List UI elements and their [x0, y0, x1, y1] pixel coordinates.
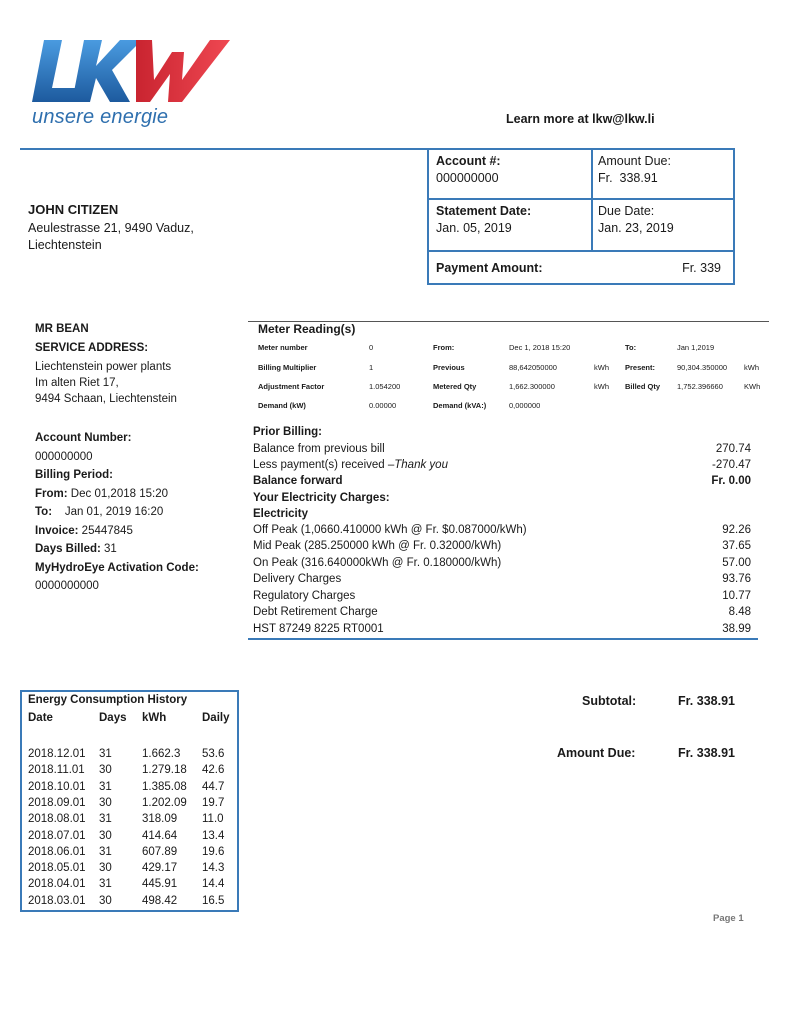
prior-billing-heading: Prior Billing: [253, 426, 322, 438]
customer-name: JOHN CITIZEN [28, 202, 119, 217]
box-divider [429, 250, 733, 252]
meter-value: 90,304.350000 [677, 363, 728, 372]
history-date: 2018.06.01 [28, 845, 86, 858]
history-header-days: Days [99, 712, 127, 724]
meter-label: To: [625, 343, 637, 352]
history-kwh: 1.662.3 [142, 748, 181, 760]
meter-label: Present: [625, 363, 656, 372]
history-daily: 42.6 [202, 764, 225, 777]
due-date-label: Due Date: [598, 204, 655, 218]
history-days: 31 [99, 780, 112, 793]
invoice [35, 522, 199, 541]
history-date: 2018.08.01 [28, 813, 86, 826]
charge-row [253, 441, 751, 457]
service-address-line: 9494 Schaan, Liechtenstein [35, 393, 177, 405]
charge-label: HST 87249 8225 RT0001 [253, 623, 384, 635]
amount-due-value: Fr. 338.91 [598, 171, 658, 185]
charges-divider [248, 638, 758, 640]
history-kwh: 1.202.09 [142, 796, 187, 809]
page-number: Page 1 [713, 913, 744, 924]
account-number-value: 000000000 [436, 171, 499, 185]
meter-label: Previous [433, 363, 465, 372]
charge-amount: 38.99 [722, 623, 751, 635]
account-number-label: Account Number: [35, 432, 132, 444]
your-charges-heading: Your Electricity Charges: [253, 492, 390, 504]
statement-date-label: Statement Date: [436, 204, 532, 218]
meter-unit: kWh [594, 363, 609, 372]
charge-amount: 270.74 [715, 443, 751, 455]
history-header-kwh: kWh [142, 712, 167, 724]
from-value: Dec 01,2018 15:20 [70, 487, 168, 500]
charges-block [253, 424, 751, 638]
history-kwh: 445.91 [142, 878, 178, 891]
meter-unit: KWh [744, 382, 761, 391]
meter-unit: kWh [594, 382, 609, 391]
history-header-date: Date [28, 712, 53, 724]
lkw-logo-mark [32, 36, 232, 106]
history-date: 2018.11.01 [28, 764, 85, 777]
days-billed-label: Days Billed: [35, 543, 101, 555]
charge-amount: 37.65 [722, 540, 751, 552]
charge-amount: 92.26 [722, 524, 751, 536]
history-daily: 11.0 [202, 813, 224, 826]
meter-table [258, 339, 768, 419]
meter-title: Meter Reading(s) [258, 322, 356, 336]
meter-label: Demand (kW) [258, 401, 306, 410]
history-daily: 14.4 [202, 878, 225, 891]
charge-row [253, 555, 751, 571]
account-number-value: 000000000 [35, 450, 93, 463]
box-divider [591, 150, 593, 250]
history-date: 2018.04.01 [28, 878, 86, 891]
history-kwh: 1.385.08 [142, 780, 187, 793]
to-value: Jan 01, 2019 16:20 [64, 506, 164, 518]
history-days: 31 [99, 813, 112, 826]
meter-value: Jan 1,2019 [677, 343, 715, 352]
account-info-block [35, 429, 199, 596]
meter-label: Metered Qty [433, 382, 477, 391]
thank-you-text: Thank you [394, 459, 448, 471]
charge-label: Less payment(s) received – [253, 459, 395, 471]
days-billed-value: 31 [104, 543, 117, 555]
history-date: 2018.05.01 [28, 862, 86, 875]
payment-amount-value: Fr. 339 [682, 261, 721, 275]
charge-amount: 93.76 [722, 573, 751, 585]
history-daily: 16.5 [202, 894, 225, 907]
logo-tagline: unsere energie [32, 106, 169, 128]
history-kwh: 607.89 [142, 845, 178, 858]
charge-label: Delivery Charges [253, 573, 342, 585]
meter-unit: kWh [744, 363, 759, 372]
charge-label: On Peak (316.640000kWh @ Fr. 0.180000/kWh) [253, 557, 502, 569]
charge-row [253, 538, 751, 554]
amount-due-total-label: Amount Due: [557, 746, 636, 760]
header-divider [20, 148, 428, 150]
history-days: 30 [99, 862, 112, 875]
charge-label: Mid Peak (285.250000 kWh @ Fr. 0.32000/kWh) [253, 540, 502, 552]
box-divider [429, 198, 733, 200]
charge-row [253, 604, 751, 620]
meter-value: 1 [369, 363, 374, 372]
history-header-daily: Daily [202, 712, 230, 724]
history-days: 30 [99, 894, 112, 907]
days-billed [35, 540, 199, 559]
to-label: To: [35, 506, 53, 518]
electricity-heading: Electricity [253, 508, 308, 520]
history-days: 31 [99, 878, 112, 891]
subtotal-value: Fr. 338.91 [678, 694, 735, 708]
history-date: 2018.10.01 [28, 780, 86, 793]
charge-label: Balance from previous bill [253, 443, 385, 455]
charge-row [253, 457, 751, 473]
invoice-label: Invoice: [35, 524, 79, 537]
charge-row [253, 571, 751, 587]
payment-amount-label: Payment Amount: [436, 261, 543, 275]
meter-value: 0.00000 [369, 401, 397, 410]
charge-amount: -270.47 [711, 459, 751, 471]
history-kwh: 429.17 [142, 862, 178, 875]
charge-label: Regulatory Charges [253, 590, 356, 602]
charge-amount: 8.48 [728, 606, 751, 618]
charge-amount: 10.77 [722, 590, 751, 602]
meter-value: 0,000000 [509, 401, 541, 410]
history-days: 31 [99, 748, 112, 760]
customer-address-line: Liechtenstein [28, 238, 102, 252]
account-summary-box [427, 148, 735, 285]
charge-label: Balance forward [253, 475, 343, 487]
history-date: 2018.03.01 [28, 894, 86, 907]
subtotal-label: Subtotal: [582, 694, 637, 708]
hydro-label: MyHydroEye Activation Code: [35, 561, 199, 574]
history-date: 2018.09.01 [28, 796, 86, 809]
service-address-label: SERVICE ADDRESS: [35, 342, 149, 354]
history-kwh: 414.64 [142, 829, 178, 842]
from-label: From: [35, 487, 68, 500]
billing-from [35, 485, 199, 504]
history-kwh: 498.42 [142, 894, 178, 907]
history-daily: 14.3 [202, 862, 225, 875]
history-kwh: 318.09 [142, 813, 178, 826]
learn-more-link[interactable]: Learn more at lkw@lkw.li [506, 112, 655, 126]
history-days: 30 [99, 764, 112, 777]
history-daily: 13.4 [202, 829, 225, 842]
meter-value: 1,662.300000 [509, 382, 555, 391]
amount-due-label: Amount Due: [598, 154, 671, 168]
history-days: 30 [99, 829, 112, 842]
history-date: 2018.07.01 [28, 829, 86, 842]
history-kwh: 1.279.18 [142, 764, 187, 777]
history-days: 31 [99, 845, 112, 858]
meter-label: Meter number [258, 343, 308, 352]
meter-label: Demand (kVA:) [433, 401, 487, 410]
charge-label: Debt Retirement Charge [253, 606, 378, 618]
history-title: Energy Consumption History [28, 694, 188, 706]
meter-label: Adjustment Factor [258, 382, 325, 391]
charge-row [253, 473, 751, 489]
customer-address-line: Aeulestrasse 21, 9490 Vaduz, [28, 221, 194, 235]
hydro-value: 0000000000 [35, 580, 99, 592]
history-date: 2018.12.01 [28, 748, 86, 760]
meter-value: 1,752.396660 [677, 382, 723, 391]
history-daily: 19.6 [202, 845, 225, 858]
charge-amount: Fr. 0.00 [711, 475, 751, 487]
statement-date-value: Jan. 05, 2019 [436, 221, 512, 235]
meter-value: Dec 1, 2018 15:20 [509, 343, 571, 352]
due-date-value: Jan. 23, 2019 [598, 221, 674, 235]
meter-value: 88,642050000 [509, 363, 557, 372]
service-block [35, 321, 177, 407]
meter-label: Billed Qty [625, 382, 661, 391]
history-daily: 53.6 [202, 748, 225, 760]
meter-label: Billing Multiplier [258, 363, 317, 372]
invoice-value: 25447845 [81, 524, 133, 537]
charge-amount: 57.00 [722, 557, 751, 569]
charge-row [253, 522, 751, 538]
service-address-line: Liechtenstein power plants [35, 361, 172, 373]
charge-label: Off Peak (1,0660.410000 kWh @ Fr. $0.087000/kWh) [253, 524, 527, 536]
energy-history-box [20, 690, 239, 912]
meter-label: From: [433, 343, 455, 352]
account-number-label: Account #: [436, 154, 501, 168]
meter-value: 1.054200 [369, 382, 401, 391]
history-daily: 19.7 [202, 796, 225, 809]
charge-row [253, 588, 751, 604]
history-daily: 44.7 [202, 780, 225, 793]
billing-period-label: Billing Period: [35, 469, 113, 481]
customer-address [28, 220, 194, 254]
service-name: MR BEAN [35, 323, 89, 335]
history-days: 30 [99, 796, 112, 809]
amount-due-total-value: Fr. 338.91 [678, 746, 735, 760]
service-address-line: Im alten Riet 17, [35, 377, 119, 389]
charge-row [253, 621, 751, 637]
meter-value: 0 [369, 343, 374, 352]
billing-to [35, 503, 199, 522]
lkw-logo [32, 36, 232, 136]
